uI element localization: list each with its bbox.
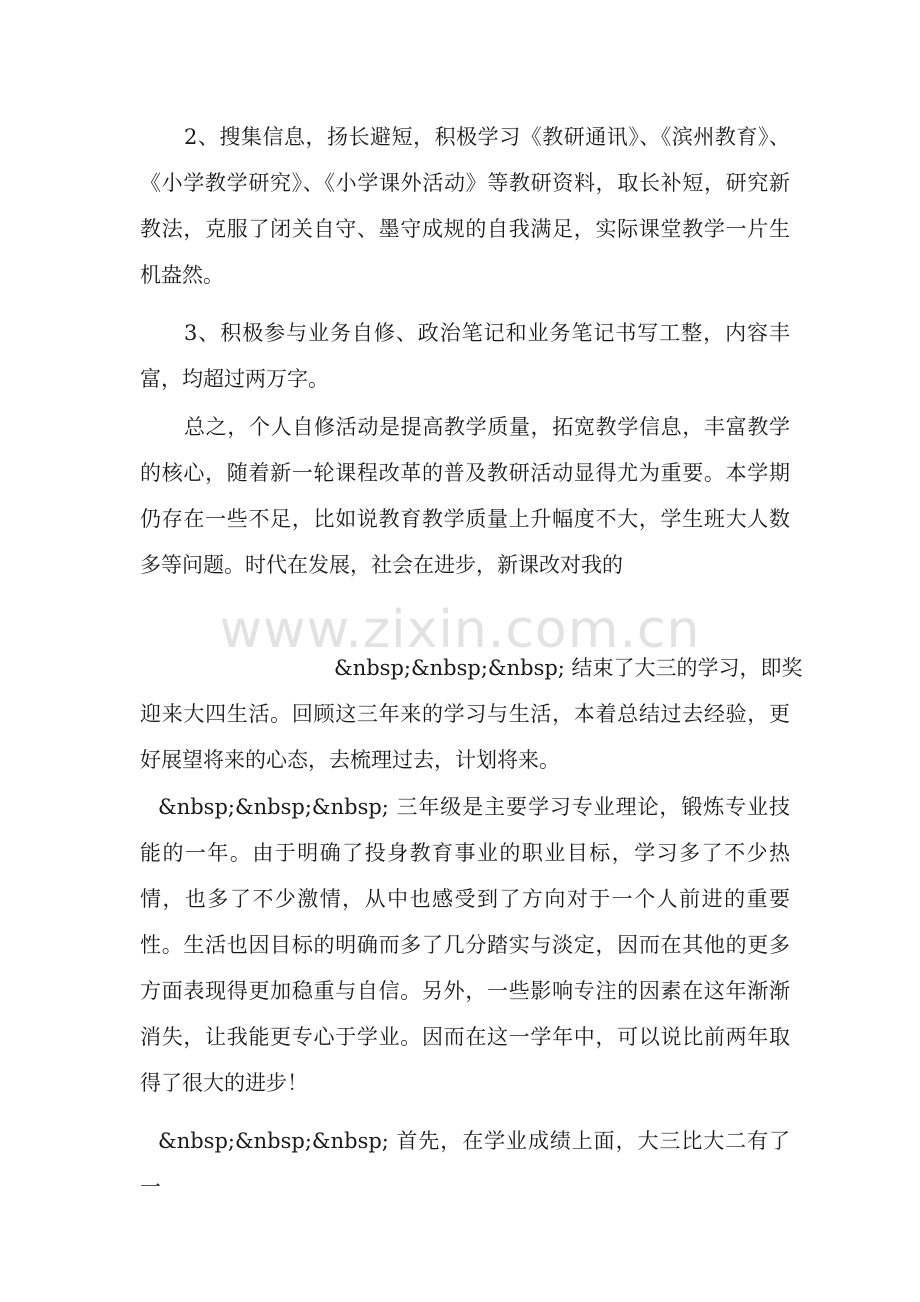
paragraph-third-year: &nbsp;&nbsp;&nbsp; 三年级是主要学习专业理论，锻炼专业技能的一年。由于明确了投身教育事业的职业目标，学习多了不少热情，也多了不少激情，从中也感受到了方向对于一个人前进的重要性。生活也因目标的明确而多了几分踏实与淡定，因而在其他的更多方面表现得更加稳重与自信。另外，一些影响专注的因素在这年渐渐消失，让我能更专心于学业。因而在这一学年中，可以说比前两年取得了很大的进步！: [140, 795, 790, 1095]
paragraph-junior-year-first-line: &nbsp;&nbsp;&nbsp; 结束了大三的学习，即奖: [334, 656, 803, 680]
paragraph-academic-results: &nbsp;&nbsp;&nbsp; 首先，在学业成绩上面，大三比大二有了一: [140, 1129, 790, 1199]
paragraph-research-materials: 2、搜集信息，扬长避短，积极学习《教研通讯》、《滨州教育》、《小学教学研究》、《小学课外活动》等教研资料，取长补短，研究新教法，克服了闭关自守、墨守成规的自我满足，实际课堂教学一片生机盎然。: [140, 125, 790, 287]
paragraph-summary: 总之，个人自修活动是提高教学质量，拓宽教学信息，丰富教学的核心，随着新一轮课程改革的普及教研活动显得尤为重要。本学期仍存在一些不足，比如说教育教学质量上升幅度不大，学生班大人数多等问题。时代在发展，社会在进步，新课改对我的: [140, 415, 790, 577]
paragraph-junior-year-rest: 迎来大四生活。回顾这三年来的学习与生活，本着总结过去经验，更好展望将来的心态，去梳理过去，计划将来。: [140, 702, 790, 772]
paragraph-notes: 3、积极参与业务自修、政治笔记和业务笔记书写工整，内容丰富，均超过两万字。: [140, 321, 790, 391]
watermark-text: www.zixin.com.cn: [219, 600, 701, 660]
